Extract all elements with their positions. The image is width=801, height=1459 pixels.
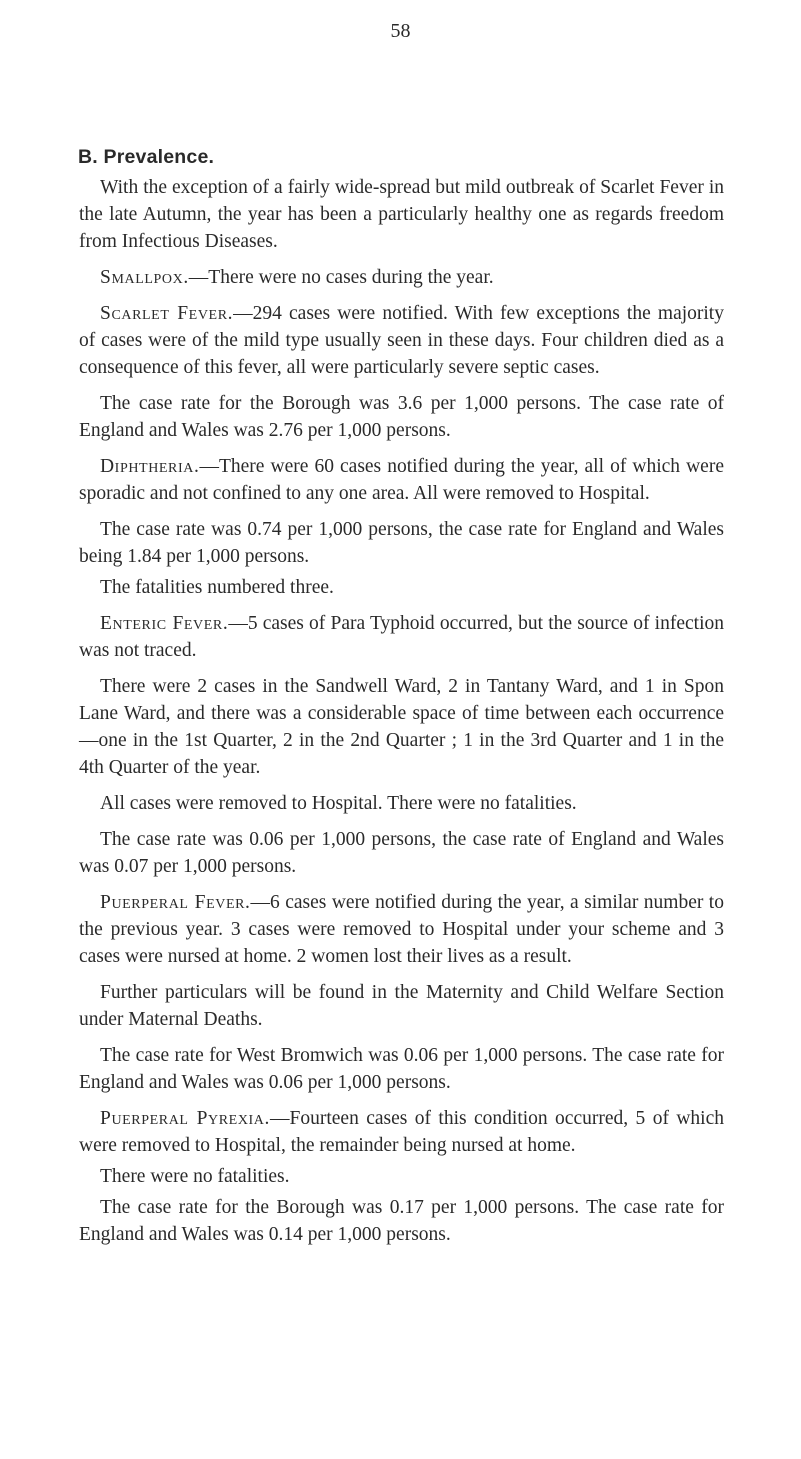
diphtheria-paragraph xyxy=(79,453,724,507)
puerperal-pyrexia-title: Puerperal Pyrexia. xyxy=(100,1108,270,1129)
section-heading: B. Prevalence. xyxy=(78,146,215,168)
puerperal-pyrexia-fatalities: There were no fatalities. xyxy=(100,1166,290,1187)
intro-paragraph: With the exception of a fairly wide-spread but mild outbreak of Scarlet Fever in the late Autumn, the year has been a particularly healthy one as regards freedom from Infectious Diseases. xyxy=(79,177,724,252)
diphtheria-text: —There were 60 cases notified during the year, all of which were sporadic and not confined to any one area. All were removed to Hospital. xyxy=(79,456,724,504)
smallpox-text: —There were no cases during the year. xyxy=(188,267,494,288)
puerperal-pyrexia-text: —Fourteen cases of this condition occurred, 5 of which were removed to Hospital, the remainder being nursed at home. xyxy=(79,1108,724,1156)
scarlet-fever-title: Scarlet Fever. xyxy=(100,303,234,324)
scarlet-fever-text: —294 cases were notified. With few exceptions the majority of cases were of the mild type usually seen in these days. Four children died as a consequence of this fever, all were particularly severe septic cases. xyxy=(79,303,724,378)
enteric-fever-removed: All cases were removed to Hospital. There were no fatalities. xyxy=(100,793,577,814)
puerperal-fever-title: Puerperal Fever. xyxy=(100,892,251,913)
enteric-fever-rate: The case rate was 0.06 per 1,000 persons, the case rate of England and Wales was 0.07 per 1,000 persons. xyxy=(79,829,724,877)
puerperal-fever-paragraph xyxy=(79,889,724,970)
smallpox-paragraph xyxy=(79,264,724,291)
diphtheria-rate: The case rate was 0.74 per 1,000 persons, the case rate for England and Wales being 1.84 per 1,000 persons. xyxy=(79,519,724,567)
puerperal-pyrexia-rate: The case rate for the Borough was 0.17 per 1,000 persons. The case rate for England and Wales was 0.14 per 1,000 persons. xyxy=(79,1197,724,1245)
puerperal-fever-rate: The case rate for West Bromwich was 0.06 per 1,000 persons. The case rate for England and Wales was 0.06 per 1,000 persons. xyxy=(79,1045,724,1093)
scarlet-fever-rate: The case rate for the Borough was 3.6 per 1,000 persons. The case rate of England and Wales was 2.76 per 1,000 persons. xyxy=(79,393,724,441)
puerperal-fever-text: —6 cases were notified during the year, a similar number to the previous year. 3 cases were removed to Hospital under your scheme and 3 cases were nursed at home. 2 women lost their lives as a result. xyxy=(79,892,724,967)
document-body xyxy=(79,146,724,1257)
enteric-fever-title: Enteric Fever. xyxy=(100,613,229,634)
puerperal-fever-further: Further particulars will be found in the Maternity and Child Welfare Section under Maternal Deaths. xyxy=(79,982,724,1030)
enteric-fever-paragraph xyxy=(79,610,724,664)
diphtheria-title: Diphtheria. xyxy=(100,456,200,477)
diphtheria-fatalities: The fatalities numbered three. xyxy=(100,577,334,598)
scarlet-fever-paragraph xyxy=(79,300,724,381)
smallpox-title: Smallpox. xyxy=(100,267,189,288)
enteric-fever-text: —5 cases of Para Typhoid occurred, but the source of infection was not traced. xyxy=(79,613,724,661)
page-number: 58 xyxy=(390,20,411,42)
puerperal-pyrexia-paragraph xyxy=(79,1105,724,1159)
enteric-fever-wards: There were 2 cases in the Sandwell Ward, 2 in Tantany Ward, and 1 in Spon Lane Ward, and there was a considerable space of time between each occurrence—one in the 1st Quarter, 2 in the 2nd Quarter ; 1 in the 3rd Quarter and 1 in the 4th Quarter of the year. xyxy=(79,676,724,778)
